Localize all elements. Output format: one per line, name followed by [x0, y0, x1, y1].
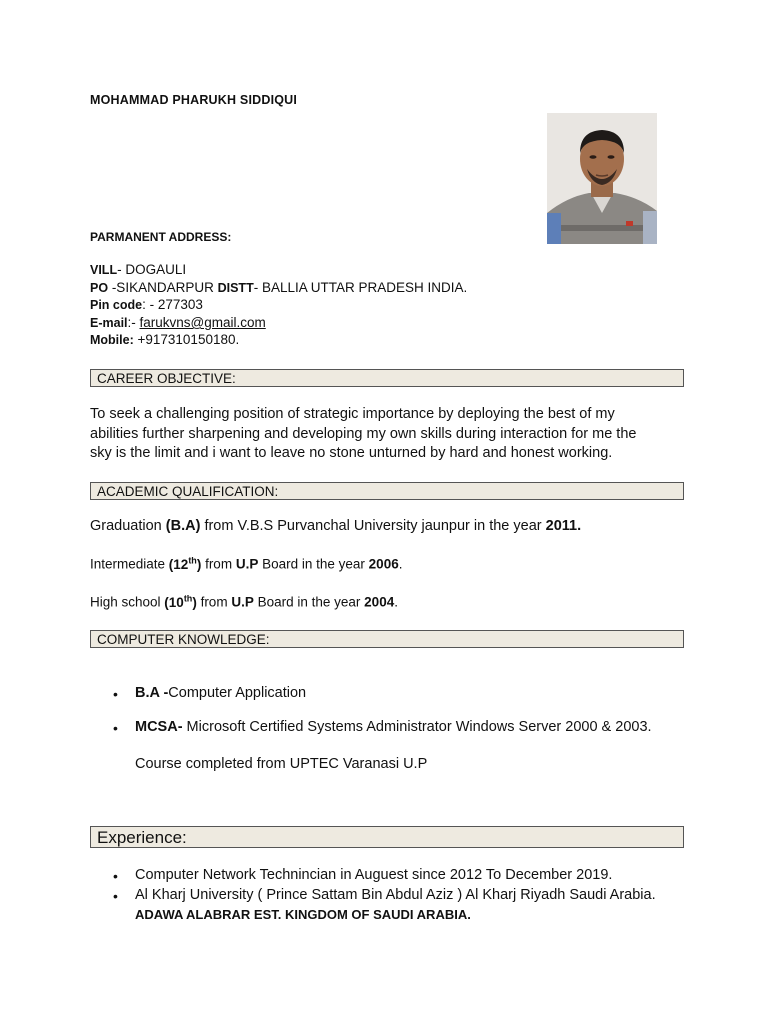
academic-qualification-header: ACADEMIC QUALIFICATION: [90, 482, 684, 500]
bullet-icon: • [113, 686, 118, 702]
profile-photo [547, 113, 657, 244]
mobile-line: Mobile: +917310150180. [90, 332, 240, 347]
bullet-icon: • [113, 868, 118, 884]
address-heading: PARMANENT ADDRESS: [90, 230, 232, 244]
email-link[interactable]: farukvns@gmail.com [139, 315, 266, 330]
career-objective-header: CAREER OBJECTIVE: [90, 369, 684, 387]
computer-item-mcsa: MCSA- Microsoft Certified Systems Administrator Windows Server 2000 & 2003. [135, 719, 652, 735]
candidate-name: MOHAMMAD PHARUKH SIDDIQUI [90, 93, 298, 107]
experience-header: Experience: [90, 826, 684, 848]
high-school-line: High school (10th) from U.P Board in the year 2004. [90, 593, 398, 610]
course-line: Course completed from UPTEC Varanasi U.P [135, 756, 428, 772]
bullet-icon: • [113, 888, 118, 904]
village-line: VILL- DOGAULI [90, 262, 187, 277]
experience-item-role: Computer Network Technincian in Auguest since 2012 To December 2019. [135, 867, 613, 883]
experience-item-employer: Al Kharj University ( Prince Sattam Bin Abdul Aziz ) Al Kharj Riyadh Saudi Arabia. [135, 887, 656, 903]
graduation-line: Graduation (B.A) from V.B.S Purvanchal University jaunpur in the year 2011. [90, 518, 582, 534]
email-line: E-mail:- farukvns@gmail.com [90, 315, 266, 330]
bullet-icon: • [113, 720, 118, 736]
computer-knowledge-header: COMPUTER KNOWLEDGE: [90, 630, 684, 648]
pin-code-line: Pin code: - 277303 [90, 297, 203, 312]
po-distt-line: PO -SIKANDARPUR DISTT- BALLIA UTTAR PRADESH INDIA. [90, 280, 468, 295]
experience-item-company: ADAWA ALABRAR EST. KINGDOM OF SAUDI ARABIA. [135, 907, 471, 922]
career-objective-text: To seek a challenging position of strategic importance by deploying the best of my abilities further sharpening and developing my own skills during interaction for me the sky is the limit and i want to leave no stone unturned by hard and honest working. [90, 406, 637, 461]
computer-item-ba: B.A -Computer Application [135, 685, 307, 701]
intermediate-line: Intermediate (12th) from U.P Board in the year 2006. [90, 555, 403, 572]
